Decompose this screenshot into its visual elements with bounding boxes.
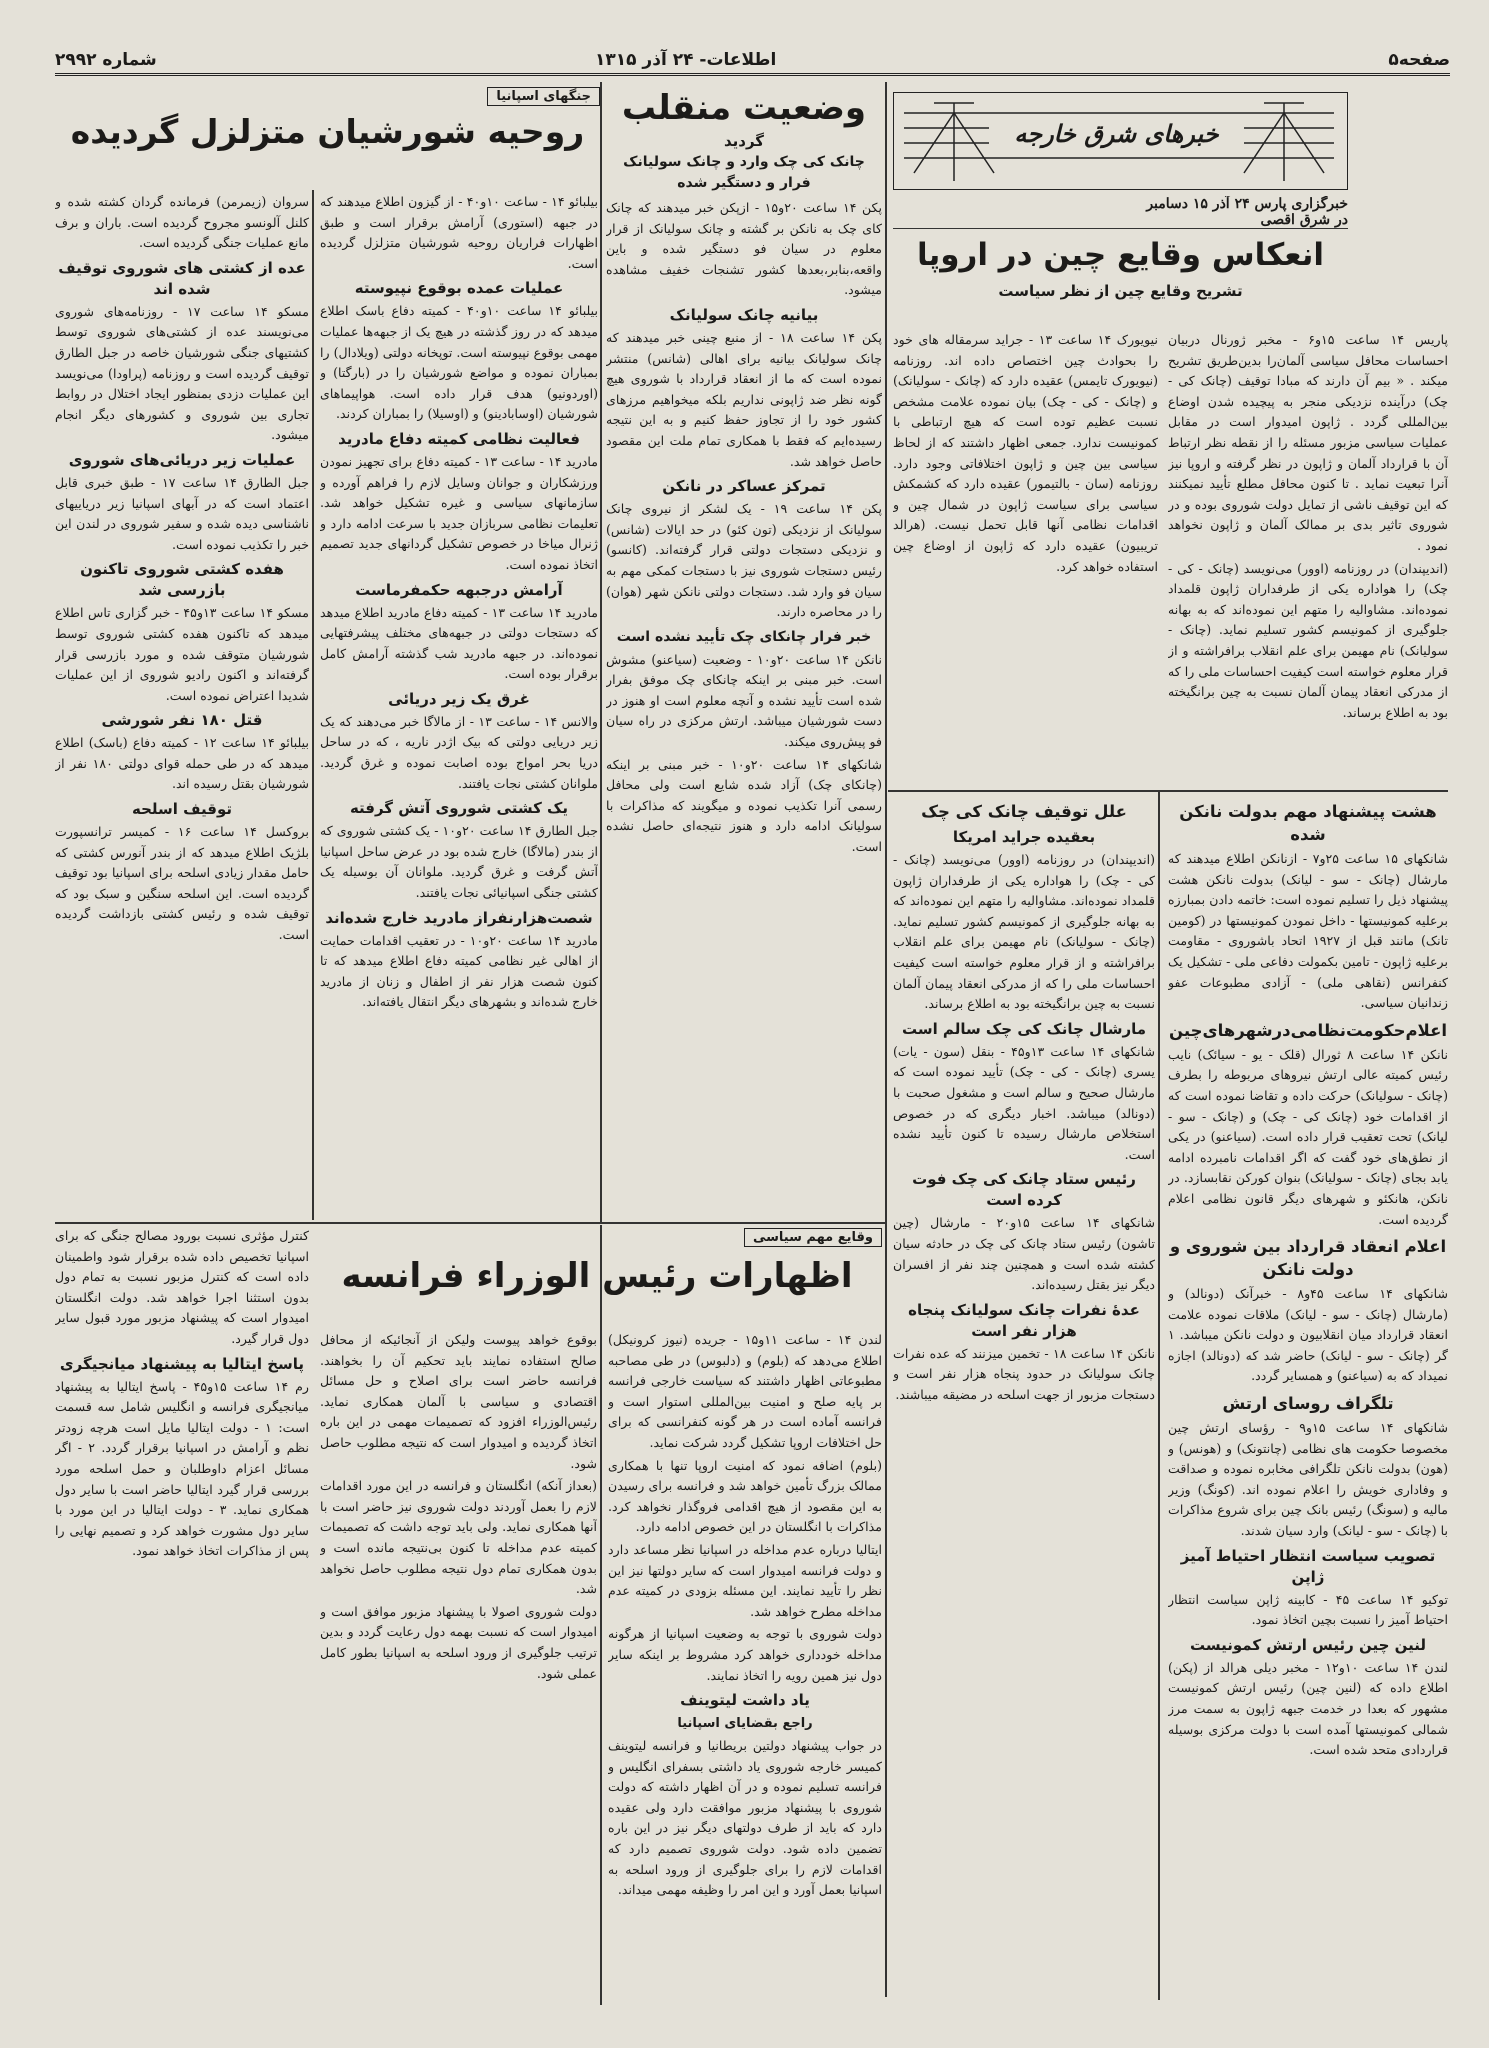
- paragraph: شانکهای ۱۵ ساعت ۲۵و۷ - ازنانکن اطلاع میدهند که مارشال (چانک - سو - لیانک) بدولت نانکن هشت پیشنهاد ذیل را تسلیم نموده است: خاتمه دادن بمبارزه برعلیه کمونیستها - داخل نمودن کمونیستها در (کومین تانک) مانند قبل از ۱۹۲۷ اتحاد باشوروی - مقاومت برعلیه ژاپون - تامین بکمولت دفاعی ملی - تشکیل یک کنفرانس (نقاهی ملی) - آزادی مطبوعات عفو زندانیان سیاسی.: [1168, 851, 1448, 1011]
- paragraph: شانکهای ۱۴ ساعت ۴۵و۸ - خبرآنک (دونالد) و (مارشال (چانک - سو - لیانک) ملاقات نموده علامت انعقاد قرارداد میان انقلابیون و دولت نانکن میباشد. ۱ گر (چانک - سو - لیانک) حاضر شد که (دونالد) اجازه نمیداد که به (سیاعنو) و همسایر گردد.: [1168, 1286, 1448, 1384]
- paragraph: (اندیپندان) در روزنامه (اوور) می‌نویسد (چانک - کی - چک) را هواداره یکی از طرفداران ژاپون قلمداد نموده‌اند. مشاوالیه را متهم این نموده‌اند که به بهانه جلوگیری از کمونیسم کشور تسلیم نماید. (چانک - سولیانک) نام مهیمن برای علم انقلاب برافراشته و از قرار معلوم خواسته است کیفیت احساسات ملی را که از مدرکی انعقاد پیمان آلمان نسبت به چین برانگیخته بود به اطلاع برساند.: [893, 852, 1155, 1012]
- headline-communist-army: لنین چین رئیس ارتش کمونیست: [1190, 1635, 1426, 1654]
- paragraph: نیویورک ۱۴ ساعت ۱۳ - جراید سرمقاله های خود را بحوادث چین اختصاص داده اند. روزنامه (نیویورک تایمس) عقیده دارد که (چانک - سولیانک) و (چانک - کی - چک) بیان نموده علامت مشخص نسبت عظیم توده است که هیچ ارتباطی با کمونیست ندارد. جمعی اظهار داشتند که از لحاظ سیاسی بین چین و ژاپون اختلافاتی وجود دارد. روزنامه (سان - بالتیمور) عقیده دارد که کشمکش سیاسی برای سیاست ژاپون در شمال چین و اقدامات نظامی آنها قابل تحمل نیست. (هرالد تریبیون) عقیده دارد که ژاپون از اوضاع چین استفاده خواهد کرد.: [893, 332, 1158, 574]
- paragraph: مسکو ۱۴ ساعت ۱۷ - روزنامه‌های شوروی می‌نویسند عده از کشتی‌های شوروی توسط کشتیهای جنگی شورشیان خاصه در جبل الطارق توقیف گردیده است و روزنامه (پراودا) می‌نویسد این عملیات دزدی بمنظور ایجاد اختلال در روابط تجاری بین شوروی و کشورهای دیگر انجام میشود.: [55, 303, 309, 443]
- page-header: [55, 48, 1450, 76]
- paragraph: پکن ۱۴ ساعت ۱۸ - از منبع چینی خبر میدهند که چانک سولیانک بیانیه برای اهالی (شانس) منتشر نموده است که ما از انعقاد قرارداد با شوروی هیچ گونه نظر ضد ژاپونی نداریم بلکه میخواهیم مرزهای کشور خود را از تجاوز حفظ کنیم و به این نتیجه رسیده‌ایم که فقط با همکاری تمام ملت این مقصود حاصل خواهد شد.: [606, 329, 882, 469]
- headline-japan-policy: تصویب سیاست انتظار احتیاط آمیز ژاپن: [1180, 1546, 1436, 1586]
- column-rule: [1158, 790, 1160, 2000]
- subhead-evacuation: شصت‌هزار‌نفراز مادرید خارج شده‌اند: [325, 908, 593, 927]
- paragraph: بیلبائو ۱۴ ساعت ۱۰و۴۰ - کمیته دفاع باسک اطلاع میدهد که در روز گذشته در هیچ یک از جبهه‌ها عملیات مهمی بوقوع نپیوسته است. توپخانه دولتی (ویلادال) را بمباران نموده و مواضع شورشیان را در (بارگتا) و (اوردونیو) هدف قرار داده است. هواپیماهای شورشیان (اوسابادینو) و (اوسیلا) را بمباران کردند.: [320, 303, 598, 422]
- soviet-column: [55, 192, 309, 1220]
- headline-causes: علل توقیف چانک کی چک: [921, 802, 1127, 821]
- headline-marshal-safe: مارشال چانک کی چک سالم است: [901, 1019, 1147, 1038]
- headline-spain: روحیه شورشیان متزلزل گردیده: [70, 112, 585, 151]
- paragraph: بیلبائو ۱۴ ساعت ۱۲ - کمیته دفاع (باسک) اطلاع میدهد که در طی حمله قوای دولتی ۱۸۰ نفر از شورشیان بقتل رسیده اند.: [55, 735, 309, 792]
- subhead-madrid-defense: فعالیت نظامی کمیته دفاع مادرید: [338, 429, 580, 448]
- paragraph: نانکن ۱۴ ساعت ۲۰و۱۰ - وضعیت (سیاعنو) مشوش است. خبر مبنی بر اینکه چانکای چک موفق بفرار شده است تأیید نشده و آنچه معلوم است او هنوز در دست شورشیان میباشد. ارتش مرکزی در راه سیان فو پیش‌روی میکند.: [606, 651, 882, 750]
- paragraph: مادرید ۱۴ ساعت ۱۳ - کمیته دفاع مادرید اطلاع میدهد که دستجات دولتی در جبهه‌های مختلف پیشرفتهایی نموده‌اند. در جبهه مادرید شب گذشته آرامش کامل برقرار بوده است.: [320, 604, 598, 682]
- paragraph: بروکسل ۱۴ ساعت ۱۶ - کمیسر ترانسپورت بلژیک اطلاع میدهد که از بندر آنورس کشتی که حامل مقدار زیادی اسلحه برای اسپانیا بود توقیف گردیده است. این اسلحه سنگین و سبک بود که توقیف شده و رئیس کشتی بازداشت گردیده است.: [55, 824, 309, 943]
- paragraph: شانکهای ۱۴ ساعت ۱۵و۹ - رؤسای ارتش چین مخصوصا حکومت های نظامی (چانتونک) و (هونس) و (هون) بدولت نانکن تلگرافی مخابره نموده و صداقت و وفاداری خویش را اعلام نموده اند. (کونگ) وزیر مالیه و (سونگ) رئیس بانک چین برای شروع مذاکرات با (چانک - سو - لیانک) وارد سیان شدند.: [1168, 1420, 1448, 1539]
- headline-seventeen-ships: هفده کشتی شوروی تاکنون بازرسی شد: [80, 560, 284, 600]
- politics-header: [312, 1226, 882, 1336]
- subhead-american-press: بعقیده جراید امریکا: [952, 828, 1096, 846]
- headline-soviet-pact: اعلام انعقاد قرارداد بین شوروی و دولت نانکن: [1169, 1237, 1447, 1280]
- paragraph: پاریس ۱۴ ساعت ۱۵و۶ - مخبر ژورنال دربیان احساسات محافل سیاسی آلمان‌را بدین‌طریق تشریح میکند . « بیم آن دارند که مبادا توقیف (چانک کی - چک) درآینده نزدیکی منجر به پیچیده شدن اوضاع بین‌المللی گردد . ژاپون امیدوار است در مقابل عملیات سیاسی مزبور مسئله را از نقطه نظر ارتباط آن با قرارداد آلمان و ژاپون در نظر گرفته و اروپا نیز آنرا تبعیت نماید . تا کنون محافل مطلع تأیید نمیکنند که این توقیف ناشی از تمایل دولت شوروی بوده و در شوروی تاثیر بدی بر ممالک آلمان و ژاپون نخواهد نمود .: [1168, 332, 1448, 553]
- column-rule: [885, 82, 887, 1997]
- paragraph: بیلبائو ۱۴ - ساعت ۱۰و۴۰ - از گیزون اطلاع میدهند که در جبهه (استوری) آرامش برقرار است و طبق اظهارات فراریان روحیه شورشیان متزلزل گردیده است.: [320, 194, 598, 271]
- paragraph: کنترل مؤثری نسبت بورود مصالح جنگی که برای اسپانیا تخصیص داده شده برقرار شود واطمینان داده است که کنترل مزبور نسبت به تمام دول بدون استثنا اجرا خواهد شد. دولت انگلستان امیدوار است که پیشنهاد مزبور مورد قبول سایر دول قرار گیرد.: [55, 1228, 309, 1346]
- headline-french-pm: اظهارات رئیس الوزراء فرانسه: [341, 1256, 853, 1296]
- subhead-no-major-ops: عملیات عمده بوقوع نپیوسته: [354, 279, 564, 298]
- subhead-troops-nanking: تمرکز عساکر در نانکن: [662, 477, 826, 496]
- headline-situation: وضعیت منقلب: [621, 88, 867, 128]
- subhead-statement: بیانیه چانک سولیانک: [669, 305, 819, 324]
- logo-text: خبرهای شرق خارجه: [989, 119, 1244, 148]
- headline-telegram: تلگراف روسای ارتش: [1222, 1394, 1394, 1414]
- issue-number: شماره ۲۹۹۲: [55, 50, 157, 70]
- deck-line: گردید: [723, 132, 765, 150]
- paragraph: (بلوم) اضافه نمود که امنیت اروپا تنها با همکاری ممالک بزرگ تأمین خواهد شد و فرانسه برای رسیدن به این مقصود از هیچ اقدامی فروگذار نخواهد کرد. مذاکرات با انگلستان در این خصوص ادامه دارد.: [608, 1457, 882, 1535]
- paragraph: بوقوع خواهد پیوست ولیکن از آنجائیکه از محافل صالح استفاده نمایند باید تحکیم آن را بخواهند. فرانسه حاضر است برای اصلاح و حل مسائل اقتصادی و سیاسی با آلمان همکاری نماید. رئیس‌الوزراء افزود که تصمیمات مهمی در این باره اتخاذ گردیده و امیدوار است که نتیجه مطلوب حاصل شود.: [320, 1332, 597, 1471]
- politics-column-2: [320, 1330, 597, 2000]
- article-body-europe-right: [1168, 330, 1448, 790]
- subhead-submarine-sunk: غرق یک زیر دریائی: [388, 689, 530, 708]
- foreign-news-logo: [893, 92, 1348, 190]
- paragraph: رم ۱۴ ساعت ۱۵و۴۵ - پاسخ ایتالیا به پیشنهاد میانجیگری فرانسه و انگلیس شامل سه قسمت است: ۱ - دولت ایتالیا مایل است هرچه زودتر نظم و آرامش در اسپانیا برقرار گردد. ۲ - اگر مسائل اعزام داوطلبان و حمل اسلحه مورد بررسی قرار گیرد ایتالیا حاضر است با سایر دول همکاری نماید. ۳ - دولت ایتالیا در این مورد با سایر دول مشورت خواهد کرد و تصمیم نهایی را پس از مذاکرات اتخاذ خواهد نمود.: [55, 1378, 309, 1559]
- politics-column-1: [608, 1330, 882, 2000]
- headline-chief-of-staff: رئیس ستاد چانک کی چک فوت کرده است: [912, 1170, 1136, 1210]
- paragraph: جبل الطارق ۱۴ ساعت ۱۷ - طبق خبری قابل اعتماد است که در آبهای اسپانیا زیر دریاییهای ناشناسی دیده شده و سفیر شوروی در لندن این خبر را تکذیب نموده است.: [55, 474, 309, 552]
- dateline: خبرگزاری پارس ۲۴ آذر ۱۵ دسامبر: [1146, 196, 1348, 212]
- headline-troop-count: عدۀ نفرات چانک سولیانک پنجاه هزار نفر است: [908, 1300, 1140, 1340]
- headline-italy-reply: پاسخ ایتالیا به پیشنهاد میانجیگری: [59, 1354, 305, 1373]
- subhead-spain-affairs: راجع بقضایای اسپانیا: [677, 1716, 813, 1732]
- paragraph: نانکن ۱۴ ساعت ۸ ثورال (قلک - یو - سیائک) نایب رئیس کمیته عالی ارتش نیروهای مربوطه را بطرف (چانک - سولیانک) حرکت داده و تقاضا نموده است که از اقدامات خود (چانک کی - چک) و (چانک - سو - لیانک) تحت تعقیب قرار داده است. (سیاعنو) در یکی از نطق‌های خود گفت که اگر اقدامات نامبرده ادامه یابد بجای (چانک - سولیانک) بنوان کورکن نقابسازد. در نانکن، هانکئو و شهرهای دیگر قانون نظامی اعلام گردیده است.: [1168, 1046, 1448, 1227]
- paragraph: شانکهای ۱۴ ساعت ۱۵و۲۰ - مارشال (چین تاشون) رئیس ستاد چانک کی چک در حادثه سیان کشته شده است و همچنین چند نفر از افسران دیگر نیز بقتل رسیده‌اند.: [893, 1215, 1155, 1293]
- paragraph: پکن ۱۴ ساعت ۱۹ - یک لشکر از نیروی چانک سولیانک از نزدیکی (تون کئو) در حد ایالات (شانس) و نزدیکی دستجات دولتی قرار گرفته‌اند. (کانسو) رئیس دستجات شوروی نیز با دستجات کمکی مهم به سیان فو وارد شد. دستجات دولتی نانکن شهر (هوان) را در محاصره دارند.: [606, 501, 882, 620]
- paragraph: مادرید ۱۴ - ساعت ۱۳ - کمیته دفاع برای تجهیز نمودن ورزشکاران و جوانان وسایل لازم را فراهم آورده و سازمانهای سیاسی و غیره تشکیل خواهد شد. تعلیمات نظامی سربازان جدید با سرعت ادامه دارد و ژنرال میاخا در خصوص تشکیل گردانهای جدید تصمیم اتخاذ نموده است.: [320, 453, 598, 572]
- region-label: در شرق اقصی: [893, 212, 1348, 229]
- header-date: اطلاعات- ۲۴ آذر ۱۳۱۵: [595, 50, 777, 70]
- spain-column: [320, 192, 598, 1220]
- headline-submarines: عملیات زیر دریائی‌های شوروی: [68, 450, 296, 469]
- page-number: صفحه۵: [1388, 50, 1450, 70]
- spain-header: [55, 85, 600, 190]
- section-rule: [888, 790, 1448, 792]
- paragraph: ایتالیا درباره عدم مداخله در اسپانیا نظر مساعد دارد و دولت فرانسه امیدوار است که سایر دولتها نیز این نظر را تأیید نمایند. این مسئله بزودی در کمیته عدم مداخله مطرح خواهد شد.: [608, 1541, 882, 1619]
- paragraph: سروان (زیمرمن) فرمانده گردان کشته شده و کلنل آلونسو مجروح گردیده است. باران و برف مانع عملیات جنگی گردیده است.: [55, 194, 309, 251]
- paragraph: لندن ۱۴ ساعت ۱۰و۱۲ - مخبر دیلی هرالد از (پکن) اطلاع داده که (لنین چین) رئیس ارتش کمونیست مشهور که بعدا در خدمت جبهه ژاپون به سمت مرز شمالی کمونیستها آمده است با دولت مرکزی بوسیله قراردادی متحد شده است.: [1168, 1659, 1448, 1758]
- headline-rebels-killed: قتل ۱۸۰ نفر شورشی: [101, 711, 263, 730]
- subhead-escape-unconfirmed: خبر فرار چانکای چک تأیید نشده است: [616, 628, 872, 645]
- article-title-europe: انعکاس وقایع چین در اروپا: [916, 237, 1325, 273]
- paragraph: جبل الطارق ۱۴ ساعت ۲۰و۱۰ - یک کشتی شوروی که از بندر (مالاگا) خارج شده بود در عرض ساحل اسپانیا آتش گرفت و غرق گردید. ملوانان آن بوسیله یک کشتی جنگی اسپانیائی نجات یافتند.: [320, 823, 598, 901]
- article-subtitle: تشریح وقایع چین از نظر سیاست: [998, 282, 1243, 300]
- italy-column: [55, 1226, 309, 2000]
- deck-line: چانک کی چک وارد و چانک سولیانک فرار و دستگیر شده: [623, 154, 865, 191]
- headline-litvinov-note: یاد داشت لیتوینف: [680, 1691, 810, 1710]
- column-rule: [600, 1225, 602, 2005]
- headline-proposals: هشت پیشنهاد مهم بدولت نانکن شده: [1179, 802, 1437, 844]
- situation-column: [606, 85, 882, 1220]
- paragraph: شانکهای ۱۴ ساعت ۲۰و۱۰ - خبر مبنی بر اینکه (چانکای چک) آزاد شده شایع است ولی محافل رسمی آنرا تکذیب نموده و میگویند که مذاکرات با سولیانک ادامه دارد و هنوز نتیجه‌ای حاصل نشده است.: [606, 756, 882, 855]
- section-kicker: وقایع مهم سیاسی: [744, 1228, 882, 1247]
- subhead-front-calm: آرامش درجبهه حکمفرماست: [355, 580, 563, 599]
- headline-martial-law: اعلام‌حکومت‌نظامی‌درشهرهای‌چین: [1168, 1020, 1448, 1040]
- paragraph: دولت شوروی با توجه به وضعیت اسپانیا از هرگونه مداخله خودداری خواهد کرد مشروط بر اینکه سایر دول نیز همین رویه را اتخاذ نمایند.: [608, 1626, 882, 1683]
- paragraph: در جواب پیشنهاد دولتین بریطانیا و فرانسه لیتوینف کمیسر خارجه شوروی یاد داشتی بسفرای انگلیس و فرانسه تسلیم نموده و در آن اظهار داشته که دولت شوروی با پیشنهاد مزبور موافقت دارد ولی عقیده دارد که باید از طرف دولتهای دیگر نیز در این باره تضمین داده شود. دولت شوروی تصمیم دارد که اقدامات لازم را برای جلوگیری از ورود اسلحه به اسپانیا بعمل آورد و این امر را وظیفه مهمی میداند.: [608, 1738, 882, 1898]
- headline-ships-seized: عده از کشتی های شوروی توقیف شده اند: [58, 258, 306, 298]
- paragraph: مادرید ۱۴ ساعت ۲۰و۱۰ - در تعقیب اقدامات حمایت از اهالی غیر نظامی کمیته دفاع اطلاع میدهد که تا کنون شصت هزار نفر از اطفال و زنان از مادرید خارج شده‌اند و بشهرهای دیگر انتقال یافته‌اند.: [320, 932, 598, 1010]
- subhead-soviet-ship-fire: یک کشتی شوروی آتش گرفته: [349, 799, 569, 818]
- article-body-europe-left: [893, 330, 1158, 790]
- paragraph: نانکن ۱۴ ساعت ۱۸ - تخمین میزنند که عده نفرات چانک سولیانک در حدود پنجاه هزار نفر است و دستجات مزبور از جهت اسلحه در مضیقه میباشند.: [893, 1345, 1155, 1402]
- paragraph: (اندیپندان) در روزنامه (اوور) می‌نویسد (چانک - کی - چک) را هواداره یکی از طرفداران ژاپون قلمداد نموده‌اند. مشاوالیه را متهم این نموده‌اند که به بهانه جلوگیری از کمونیسم کشور تسلیم نماید. (چانک - سولیانک) نام مهیمن برای علم انقلاب برافراشته و از قرار معلوم خواسته است کیفیت احساسات ملی را که از مدرکی انعقاد پیمان آلمان نسبت به چین برانگیخته بود به اطلاع برساند.: [1168, 560, 1448, 720]
- paragraph: مسکو ۱۴ ساعت ۱۳و۴۵ - خبر گزاری تاس اطلاع میدهد که تاکنون هفده کشتی شوروی توسط شورشیان متوقف شده و مورد بازرسی قرار گرفته‌اند و اکنون رادیو شوروی از این عملیات شدیدا اعتراض نموده است.: [55, 605, 309, 703]
- paragraph: دولت شوروی اصولا با پیشنهاد مزبور موافق است و امیدوار است که نسبت بهمه دول رعایت گردد و بدین ترتیب جلوگیری از ورود اسلحه به اسپانیا بطور کامل عملی شود.: [320, 1603, 597, 1681]
- china-column: [1168, 795, 1448, 2000]
- headline-arms-seized: توقیف اسلحه: [132, 800, 232, 819]
- section-rule: [55, 1222, 885, 1224]
- column-rule: [600, 82, 602, 1222]
- paragraph: پکن ۱۴ ساعت ۲۰و۱۵ - ازپکن خبر میدهند که چانک کای چک به نانکن بر گشته و چانک سولیانک از قرار معلوم در سیان فو دستگیر شده و باین واقعه،بنابر،بعدها کشور تشنجات خفیف مشاهده میشود.: [606, 200, 882, 298]
- paragraph: (بعداز آنکه) انگلستان و فرانسه در این مورد اقدامات لازم را بعمل آوردند دولت شوروی نیز حاضر است با آنها همکاری نماید. ولی باید توجه داشت که تصمیمات کمیته عدم مداخله تا کنون بی‌نتیجه مانده است و بدون همکاری تمام دول نتیجه مطلوب حاصل نخواهد شد.: [320, 1478, 597, 1597]
- paragraph: توکیو ۱۴ ساعت ۴۵ - کابینه ژاپن سیاست انتظار احتیاط آمیز را نسبت بچین اتخاذ نمود.: [1168, 1591, 1448, 1628]
- paragraph: والانس ۱۴ - ساعت ۱۳ - از مالاگا خبر می‌دهند که یک زیر دریایی دولتی که بیک اژدر ناریه ، که در ساحل دریا بحر امواج بوده اصابت نموده و غرق گردید. ملوانان کشتی نجات یافتند.: [320, 713, 598, 791]
- paragraph: شانکهای ۱۴ ساعت ۱۳و۴۵ - بنقل (سون - یات) یسری (چانک - کی - چک) تأیید نموده است که مارشال صحیح و سالم است و مشغول صحبت با (دونالد) میباشد. اخبار دیگری که در خصوص استخلاص مارشال رسیده تا کنون تأیید نشده است.: [893, 1043, 1155, 1162]
- causes-column: [893, 795, 1155, 2000]
- column-rule: [312, 190, 314, 1220]
- section-kicker: جنگهای اسپانیا: [487, 87, 600, 106]
- paragraph: لندن ۱۴ - ساعت ۱۱و۱۵ - جریده (نیوز کرونیکل) اطلاع می‌دهد که (بلوم) و (دلبوس) در طی مصاحبه مطبوعاتی اظهار داشتند که سیاست خارجی فرانسه بر پایه صلح و امنیت بین‌المللی استوار است و فرانسه آماده است در هر گونه کنفرانسی که برای حل اختلافات اروپا تشکیل گردد شرکت نماید.: [608, 1332, 882, 1450]
